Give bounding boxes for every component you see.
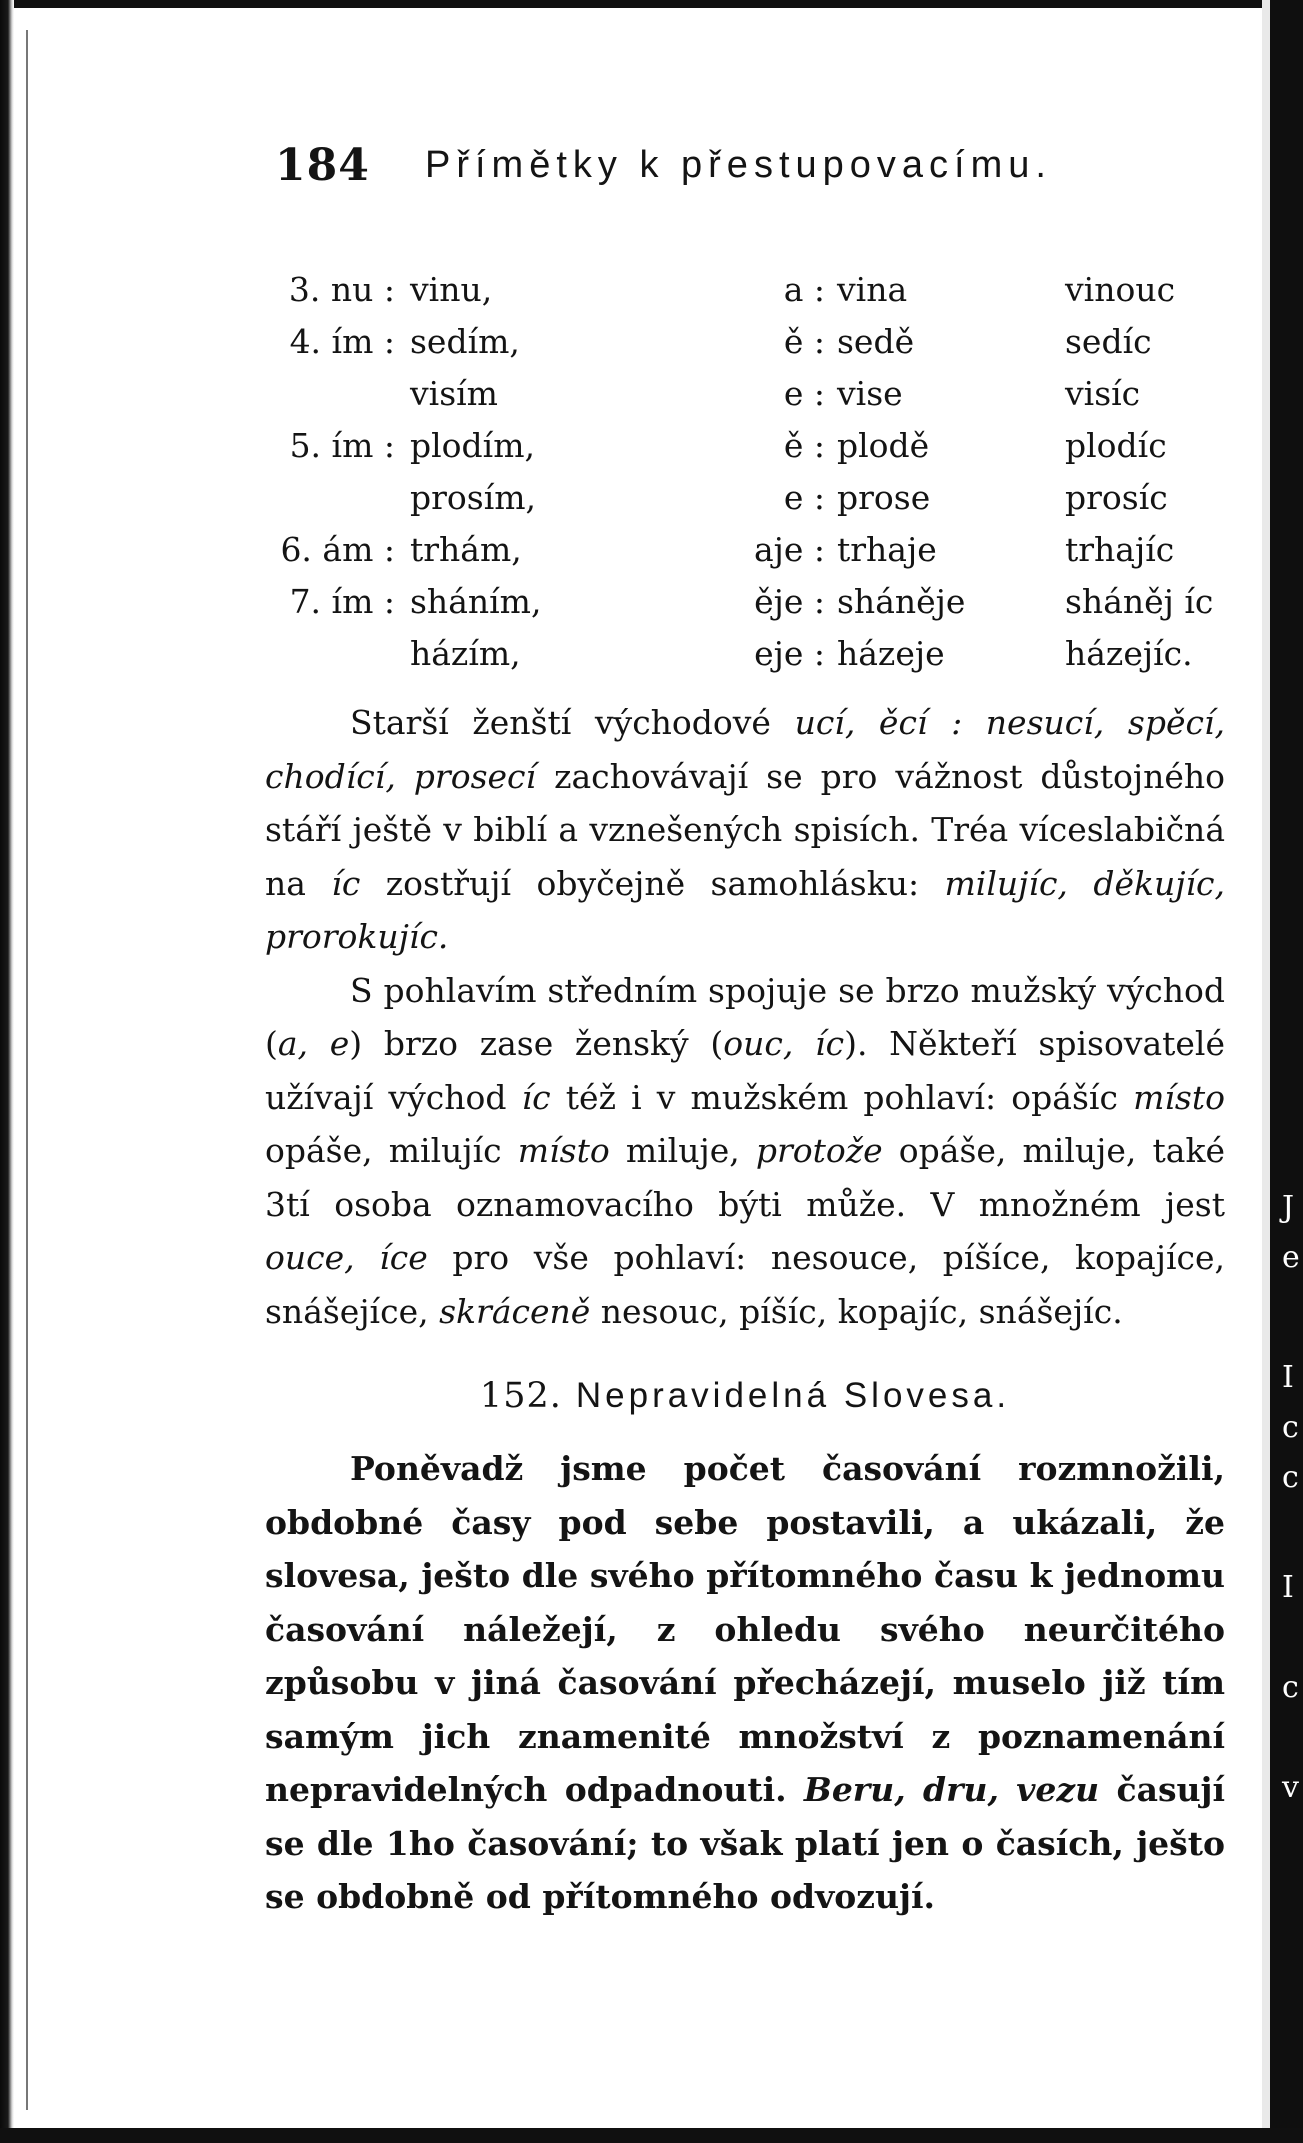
next-page-fragment: c bbox=[1282, 1410, 1299, 1445]
participle-form: vinouc bbox=[1065, 270, 1176, 309]
next-page-fragment: I bbox=[1282, 1570, 1294, 1605]
text-run: opáše, miluje, také 3tí osoba oznamovacího býti může. V množném jest bbox=[265, 1131, 1225, 1224]
ending: ě : bbox=[783, 426, 825, 465]
running-title: Přímětky k přestupovacímu. bbox=[425, 144, 1052, 186]
italic-run: íc bbox=[521, 1077, 551, 1117]
page-edge-line bbox=[26, 30, 28, 2110]
italic-run: místo bbox=[517, 1131, 610, 1170]
page-number: 184 bbox=[275, 140, 370, 191]
text-run: Starší ženští východové bbox=[350, 703, 795, 742]
verb-present: sháním, bbox=[410, 582, 542, 621]
next-page-fragment: J bbox=[1282, 1190, 1295, 1225]
text-run: ). Někteří spisovatelé užívají východ bbox=[265, 1024, 1226, 1117]
text-run: též i v mužském pohlaví: opášíc bbox=[550, 1077, 1134, 1117]
transgressive-form: sháněje bbox=[837, 582, 966, 621]
next-page-fragment: c bbox=[1282, 1670, 1299, 1705]
book-page bbox=[265, 140, 1235, 2100]
ending: eje : bbox=[754, 634, 825, 673]
book-gutter bbox=[1262, 0, 1270, 2143]
verb-present: prosím, bbox=[410, 478, 537, 517]
ending: ě : bbox=[783, 322, 825, 361]
italic-run: ouce, íce bbox=[265, 1238, 428, 1277]
text-run: zachovávají se pro vážnost důstojného stáří ještě v biblí a vznešených spisích. Tréa víceslabičná na bbox=[265, 756, 1225, 903]
italic-run: skráceně bbox=[439, 1291, 591, 1331]
participle-form: prosíc bbox=[1065, 478, 1168, 517]
transgressive-form: vina bbox=[837, 270, 908, 309]
participle-form: házejíc. bbox=[1065, 634, 1193, 673]
next-page-fragment: c bbox=[1282, 1460, 1299, 1495]
transgressive-form: prose bbox=[837, 478, 931, 517]
transgressive-form: sedě bbox=[837, 322, 915, 361]
table-row bbox=[265, 322, 1235, 374]
class-number: 7. ím : bbox=[289, 582, 395, 621]
text-run: zostřují obyčejně samohlásku: bbox=[360, 863, 945, 903]
class-number: 3. nu : bbox=[288, 270, 395, 309]
participle-form: plodíc bbox=[1065, 426, 1167, 465]
text-run: miluje, bbox=[609, 1131, 756, 1170]
ending: a : bbox=[783, 270, 825, 309]
ending: e : bbox=[783, 478, 825, 517]
text-run: ) brzo zase ženský ( bbox=[349, 1024, 724, 1063]
verb-present: plodím, bbox=[410, 426, 536, 465]
section-title: Nepravidelná Slovesa. bbox=[575, 1376, 1011, 1415]
text-run: časují se dle 1ho časování; to však platí jen o časích, ješto se obdobně od přítomného odvozují. bbox=[265, 1770, 1225, 1916]
italic-run: protože bbox=[755, 1131, 883, 1170]
scan-border-top bbox=[0, 0, 1303, 8]
class-number: 5. ím : bbox=[289, 426, 395, 465]
italic-run: a, e bbox=[277, 1024, 350, 1063]
scan-border-bottom bbox=[0, 2128, 1303, 2143]
table-row bbox=[265, 374, 1235, 426]
table-row bbox=[265, 634, 1235, 686]
text-run: Poněvadž jsme počet časování rozmnožili, obdobné časy pod sebe postavili, a ukázali, že slovesa, ješto dle svého přítomného času k jednomu časování náležejí, z ohledu svého neurčitého způsobu v jiná časování přecházejí, muselo již tím samým jich znamenité množství z poznamenání nepravidelných odpadnouti. bbox=[265, 1449, 1225, 1809]
transgressive-form: vise bbox=[837, 374, 903, 413]
verb-present: sedím, bbox=[410, 322, 520, 361]
participle-form: visíc bbox=[1065, 374, 1141, 413]
transgressive-form: trhaje bbox=[837, 530, 937, 569]
paragraph-old-feminine-endings bbox=[265, 696, 1225, 964]
section-number: 152. bbox=[479, 1376, 562, 1416]
verb-present: vinu, bbox=[410, 270, 493, 309]
class-number: 4. ím : bbox=[289, 322, 395, 361]
next-page-strip bbox=[1270, 0, 1303, 2143]
ending: e : bbox=[783, 374, 825, 413]
scan-border-left bbox=[0, 0, 14, 2143]
page-header bbox=[265, 140, 1235, 210]
table-row bbox=[265, 426, 1235, 478]
next-page-fragment: v bbox=[1282, 1770, 1299, 1805]
verb-present: visím bbox=[410, 374, 498, 413]
text-run: nesouc, píšíc, kopajíc, snášejíc. bbox=[590, 1291, 1123, 1331]
verb-present: trhám, bbox=[410, 530, 522, 569]
participle-form: sedíc bbox=[1065, 322, 1152, 361]
italic-run: Beru, dru, vezu bbox=[803, 1770, 1100, 1809]
ending: ěje : bbox=[754, 582, 825, 621]
table-row bbox=[265, 582, 1235, 634]
section-heading bbox=[265, 1376, 1225, 1438]
text-run: opáše, milujíc bbox=[265, 1131, 518, 1170]
text-run: pro vše pohlaví: nesouce, píšíce, kopajíce, snášejíce, bbox=[265, 1238, 1226, 1331]
participle-form: trhajíc bbox=[1065, 530, 1175, 569]
transgressive-form: plodě bbox=[837, 426, 930, 465]
text-run: S pohlavím středním spojuje se brzo mužský východ ( bbox=[265, 970, 1225, 1063]
italic-run: íc bbox=[331, 863, 361, 903]
italic-run: ucí, ěcí : nesucí, spěcí, chodící, prosecí bbox=[265, 703, 1225, 796]
verb-present: házím, bbox=[410, 634, 521, 673]
table-row bbox=[265, 478, 1235, 530]
next-page-fragment: e bbox=[1282, 1240, 1300, 1275]
table-row bbox=[265, 530, 1235, 582]
class-number: 6. ám : bbox=[280, 530, 395, 569]
participle-form: sháněj íc bbox=[1065, 582, 1214, 621]
transgressive-form: házeje bbox=[837, 634, 945, 673]
conjugation-table bbox=[265, 270, 1235, 690]
italic-run: ouc, íc bbox=[723, 1024, 845, 1063]
paragraph-neuter-gender bbox=[265, 964, 1225, 1339]
ending: aje : bbox=[753, 530, 825, 569]
italic-run: milujíc, děkujíc, prorokujíc. bbox=[265, 863, 1225, 956]
paragraph-irregular-verbs bbox=[265, 1442, 1225, 1924]
table-row bbox=[265, 270, 1235, 322]
italic-run: místo bbox=[1133, 1077, 1225, 1117]
next-page-fragment: I bbox=[1282, 1360, 1294, 1395]
